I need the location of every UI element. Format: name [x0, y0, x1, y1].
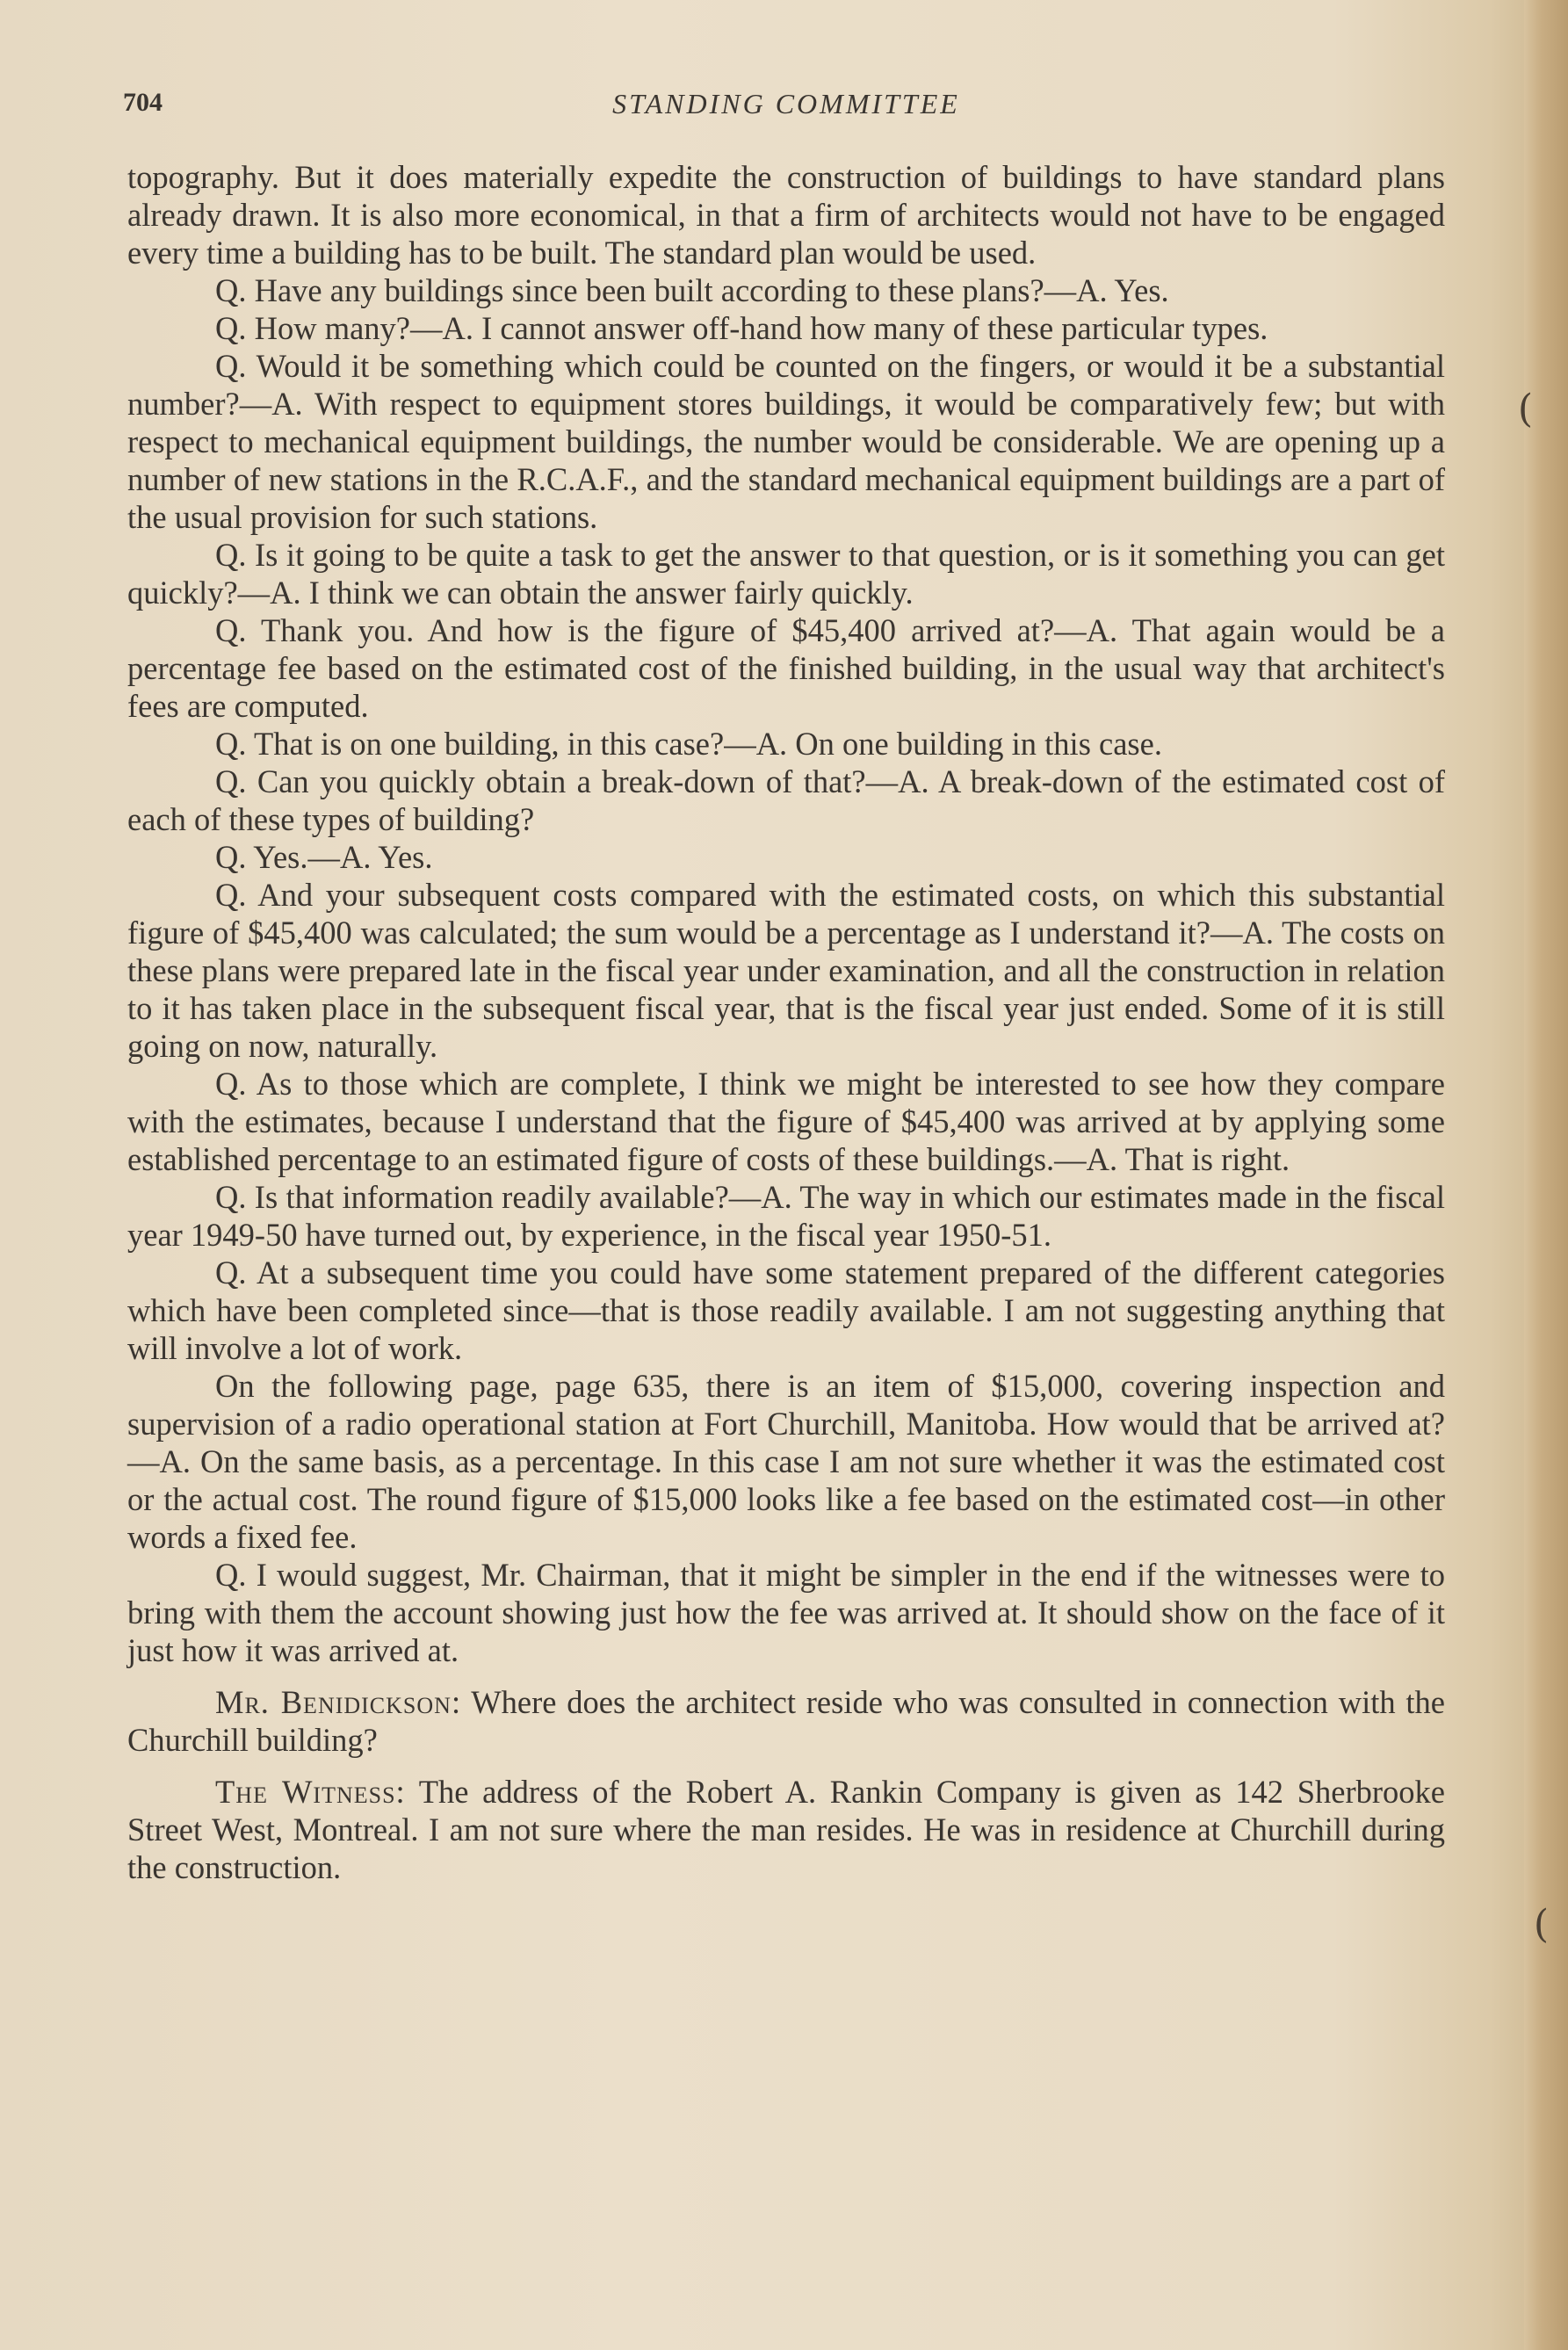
paragraph: Q. That is on one building, in this case?—A. On one building in this case. [215, 726, 1162, 762]
page-number: 704 [123, 88, 163, 117]
paragraph: Q. Can you quickly obtain a break-down of that?—A. A break-down of the estimated cost of each of these types of building? [127, 763, 1445, 837]
speaker-exchange [127, 1683, 1445, 1759]
paragraph: Q. How many?—A. I cannot answer off-hand how many of these particular types. [215, 310, 1268, 346]
page-header [123, 88, 1449, 141]
paragraph: topography. But it does materially expedite the construction of buildings to have standard plans already drawn. It is also more economical, in that a firm of architects would not have to be engaged every time a building has to be built. The standard plan would be used. [127, 159, 1445, 271]
binding-stain-mark: ( [1517, 387, 1533, 431]
paragraph: Q. Have any buildings since been built according to these plans?—A. Yes. [215, 272, 1169, 308]
paragraph: Q. Is that information readily available?—A. The way in which our estimates made in the fiscal year 1949-50 have turned out, by experience, in the fiscal year 1950-51. [127, 1179, 1445, 1253]
paragraph: Q. Would it be something which could be counted on the fingers, or would it be a substantial number?—A. With respect to equipment stores buildings, it would be comparatively few; but with respect to mechanical equipment buildings, the number would be considerable. We are opening up a number of new stations in the R.C.A.F., and the standard mechanical equipment buildings are a part of the usual provision for such stations. [127, 348, 1445, 535]
speaker-name: The Witness: [215, 1774, 406, 1810]
paragraph: Q. At a subsequent time you could have some statement prepared of the different categories which have been completed since—that is those readily available. I am not suggesting anything that will involve a lot of work. [127, 1255, 1445, 1366]
paragraph: On the following page, page 635, there is an item of $15,000, covering inspection and supervision of a radio operational station at Fort Churchill, Manitoba. How would that be arrived at?—A. On the same basis, as a percentage. In this case I am not sure whether it was the estimated cost or the actual cost. The round figure of $15,000 looks like a fee based on the estimated cost—in other words a fixed fee. [127, 1368, 1445, 1555]
running-head: STANDING COMMITTEE [612, 88, 960, 119]
speaker-exchange [127, 1773, 1445, 1886]
speaker-statement: Where does the architect reside who was consulted in connection with the Churchill building? [127, 1684, 1446, 1758]
binding-stain-mark: ( [1533, 1902, 1549, 1947]
speaker-name: Mr. Benidickson: [215, 1684, 462, 1720]
binding-edge [1524, 0, 1568, 2350]
paragraph: Q. Yes.—A. Yes. [215, 839, 433, 875]
paragraph: Q. Is it going to be quite a task to get the answer to that question, or is it something you can get quickly?—A. I think we can obtain the answer fairly quickly. [127, 537, 1445, 611]
paragraph: Q. As to those which are complete, I think we might be interested to see how they compare with the estimates, because I understand that the figure of $45,400 was arrived at by applying some established percentage to an estimated figure of costs of these buildings.—A. That is right. [127, 1066, 1445, 1177]
body-text [127, 158, 1445, 1886]
paragraph: Q. Thank you. And how is the figure of $45,400 arrived at?—A. That again would be a percentage fee based on the estimated cost of the finished building, in the usual way that architect's fees are computed. [127, 612, 1445, 724]
paragraph: Q. I would suggest, Mr. Chairman, that it might be simpler in the end if the witnesses were to bring with them the account showing just how the fee was arrived at. It should show on the face of it just how it was arrived at. [127, 1557, 1445, 1668]
speaker-statement: The address of the Robert A. Rankin Company is given as 142 Sherbrooke Street West, Montreal. I am not sure where the man resides. He was in residence at Churchill during the construction. [127, 1774, 1445, 1885]
paragraph: Q. And your subsequent costs compared with the estimated costs, on which this substantial figure of $45,400 was calculated; the sum would be a percentage as I understand it?—A. The costs on these plans were prepared late in the fiscal year under examination, and all the construction in relation to it has taken place in the subsequent fiscal year, that is the fiscal year just ended. Some of it is still going on now, naturally. [127, 877, 1445, 1064]
